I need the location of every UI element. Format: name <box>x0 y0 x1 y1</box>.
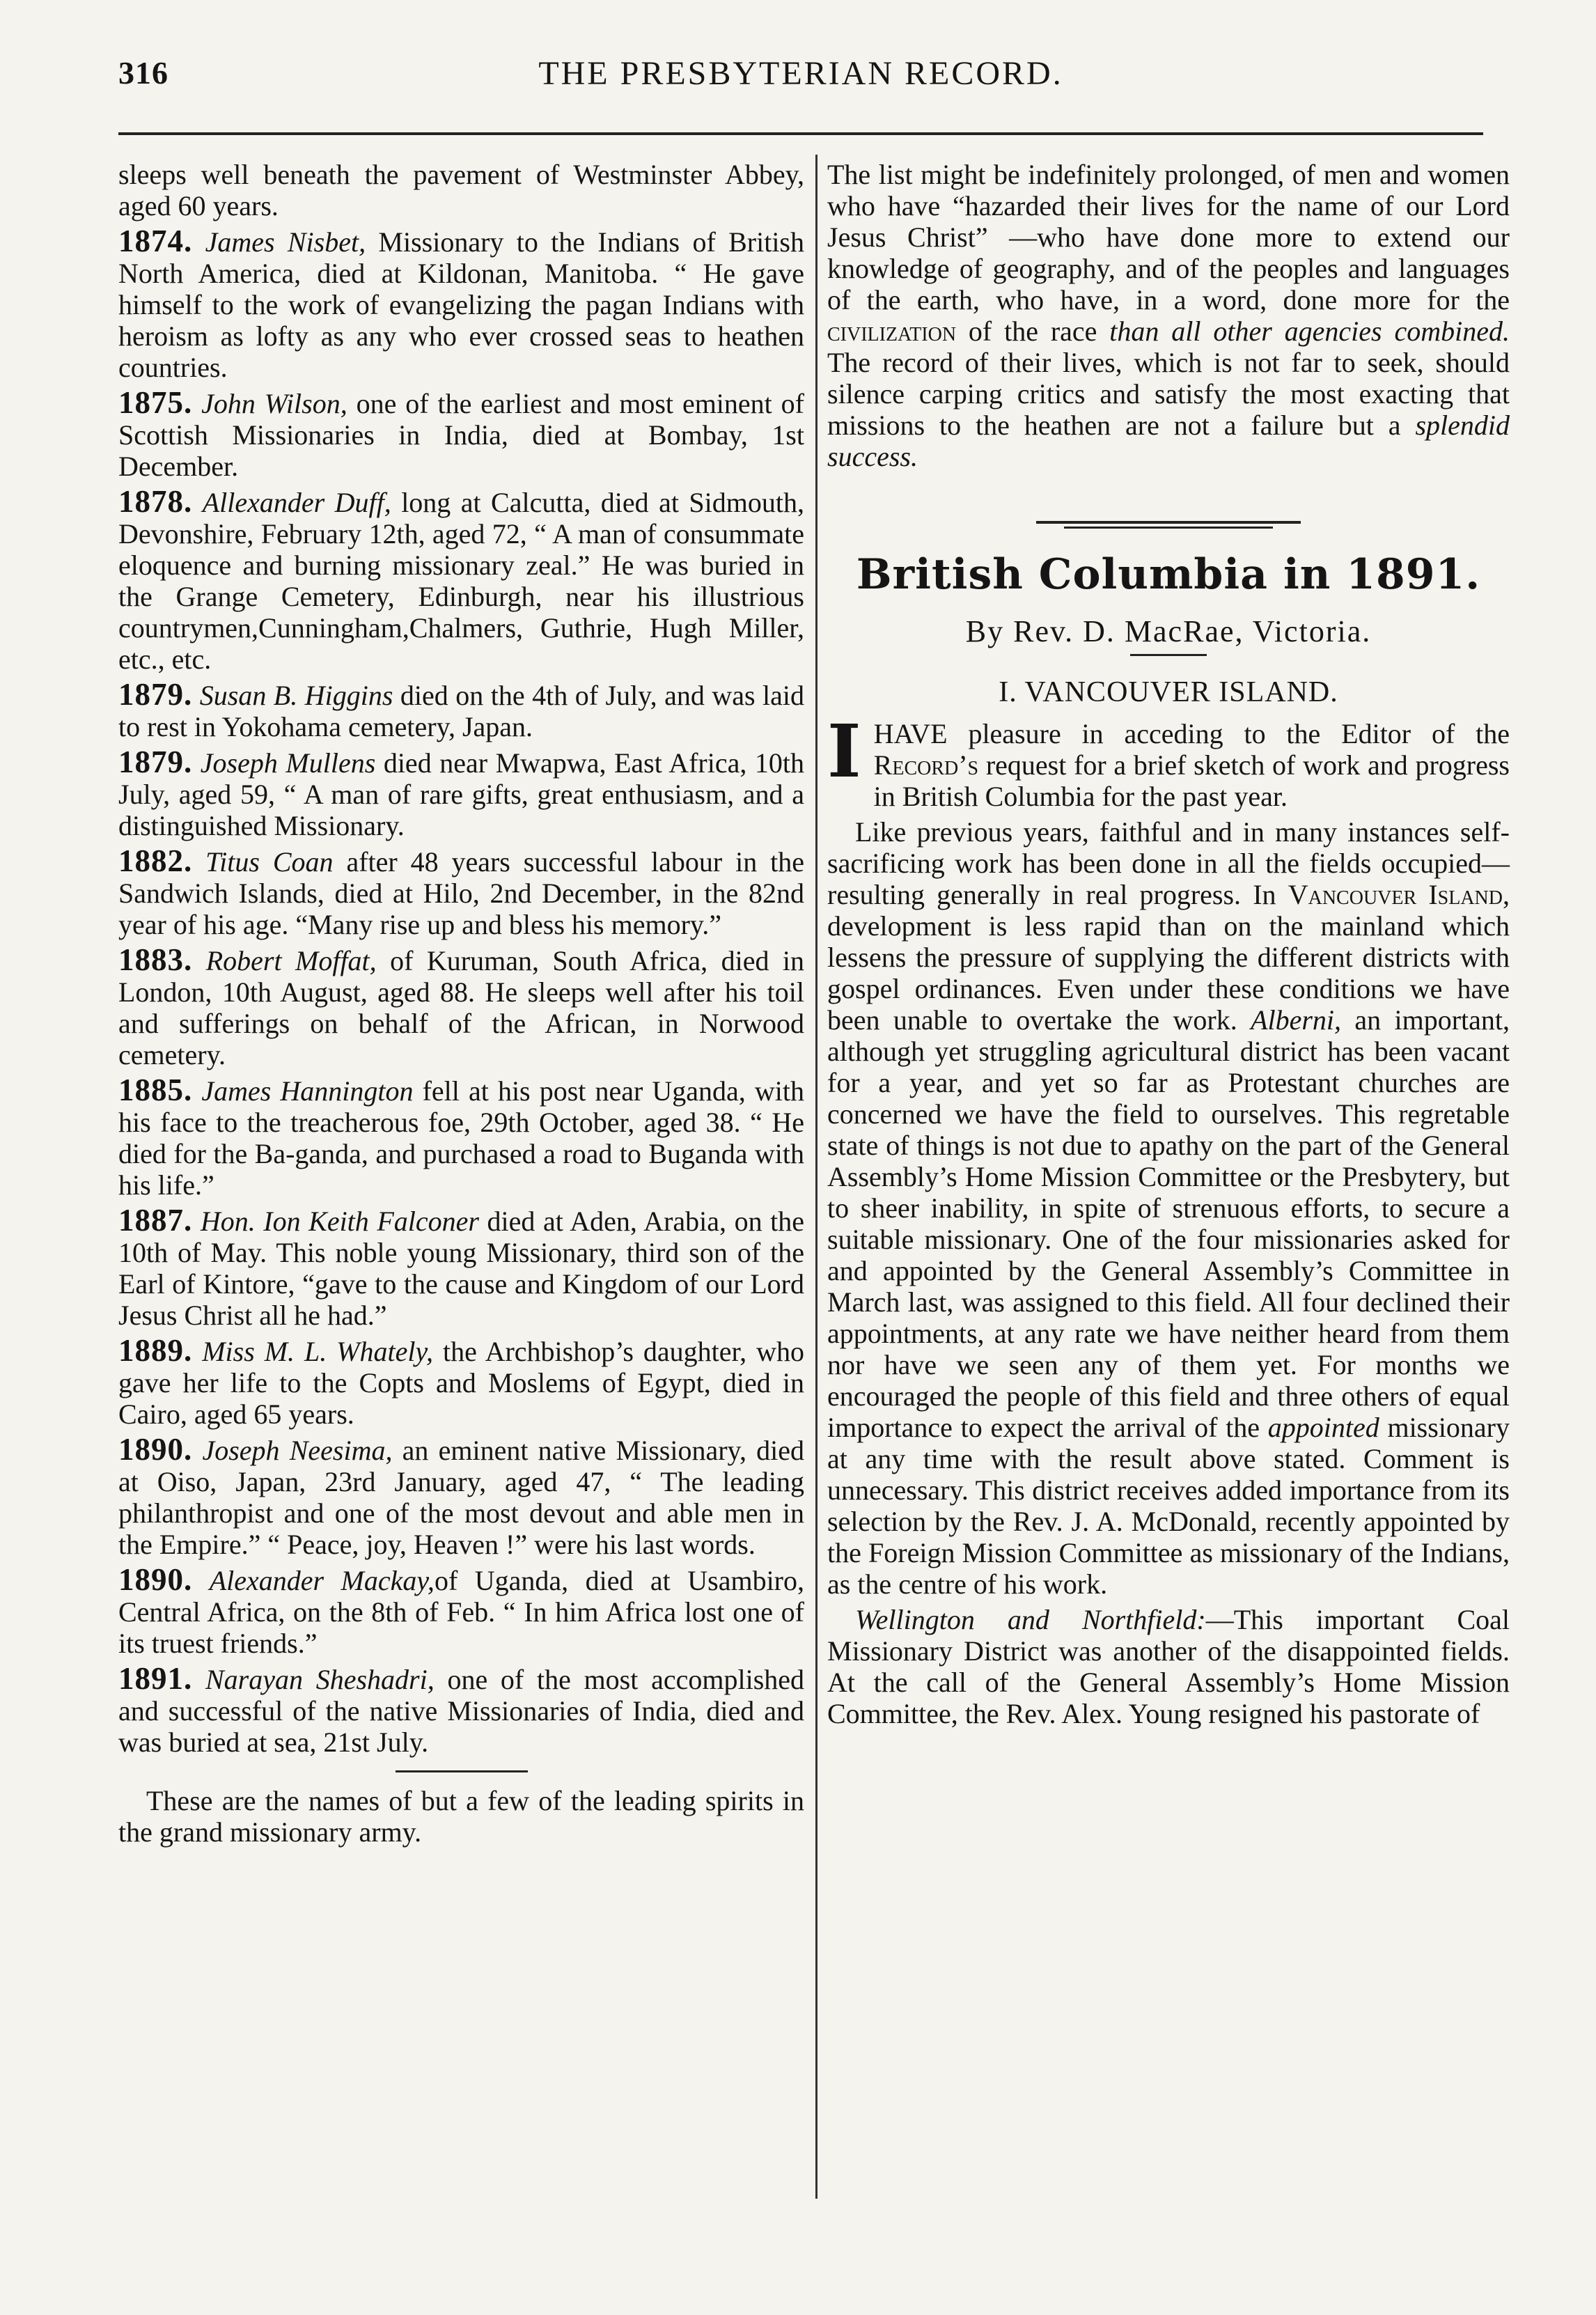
running-header <box>118 54 1483 110</box>
page-number: 316 <box>118 55 169 91</box>
italic-run: splendid success. <box>827 410 1510 472</box>
byline: By Rev. D. MacRae, Victoria. <box>965 614 1372 648</box>
italic-run: Alberni, <box>1251 1004 1342 1036</box>
entry-name: Joseph Neesima, <box>202 1435 393 1466</box>
small-caps-run: Vancouver Island, <box>1288 879 1510 910</box>
entry-year: 1883. <box>118 942 193 977</box>
text-run: The record of their lives, which is not far to seek, should silence carping critics and satisfy the most exacting that missions to the heathen are not a failure but a <box>827 347 1510 441</box>
entry <box>118 1335 804 1430</box>
entry-name: Hon. Ion Keith Falconer <box>200 1206 479 1237</box>
italic-run: appointed <box>1267 1412 1379 1443</box>
text-run: of the race <box>956 315 1110 347</box>
entry-year: 1891. <box>118 1661 193 1696</box>
entry-text: Missionary to the Indians of British North America, died at Kildonan, Manitoba. “ He gave himself to the work of evangelizing the pagan Indians with heroism as lofty as any who ever crossed seas to heathen countries. <box>118 226 804 383</box>
section-rule <box>396 1770 528 1772</box>
entry <box>118 1663 804 1758</box>
entry-year: 1879. <box>118 677 193 712</box>
entry-name: Narayan Sheshadri, <box>205 1664 435 1695</box>
entry-text: one of the earliest and most eminent of Scottish Missionaries in India, died at Bombay, 1st December. <box>118 388 805 482</box>
text-run: Like previous years, faithful and in many instances self-sacrificing work has been done in all the fields occupied—resulting generally in real progress. In <box>827 816 1510 910</box>
entry-name: Robert Moffat, <box>205 945 377 976</box>
entry-name: James Hannington <box>201 1075 414 1107</box>
text-run: development is less rapid than on the mainland which lessens the pressure of supplying the different districts with gospel ordinances. Even under these conditions we have been unable to overtake the work. <box>827 910 1510 1036</box>
entry-year: 1882. <box>118 843 193 878</box>
left-column <box>118 159 804 1852</box>
small-caps-run: civilization <box>827 315 957 347</box>
text-run: missionary at any time with the result above stated. Comment is unnecessary. This district receives added importance from its selection by the Rev. J. A. McDonald, recently appointed by the Foreign Mission Committee as missionary of the Indians, as the centre of his work. <box>827 1412 1510 1600</box>
right-column <box>827 159 1510 1733</box>
article-rule-lower <box>1064 527 1273 529</box>
entry <box>118 747 804 841</box>
entry-text: one of the most accomplished and successful of the native Missionaries of India, died and was buried at sea, 21st July. <box>118 1664 805 1758</box>
entry-year: 1890. <box>118 1562 193 1597</box>
entry-year: 1887. <box>118 1203 193 1238</box>
entry-year: 1874. <box>118 224 193 258</box>
entry-name: Miss M. L. Whately, <box>202 1336 434 1367</box>
small-caps-run: Record’s <box>873 749 979 781</box>
entry <box>118 387 804 482</box>
entry-year: 1890. <box>118 1432 193 1467</box>
entry <box>118 679 804 742</box>
journal-title: THE PRESBYTERIAN RECORD. <box>538 55 1063 92</box>
entry-year: 1885. <box>118 1073 193 1107</box>
entry-year: 1878. <box>118 484 193 519</box>
entry <box>118 1075 804 1201</box>
article-title: British Columbia in 1891. <box>856 550 1481 599</box>
entry-name: John Wilson, <box>201 388 347 419</box>
entry <box>118 226 804 383</box>
closing-paragraph: These are the names of but a few of the leading spirits in the grand missionary army. <box>118 1785 804 1848</box>
text-run: an important, although yet struggling agricultural district has been vacant for a year, and yet so far as Protestant churches are concerned we have the field to ourselves. This regretable state of things is not due to apathy on the part of the General Assembly’s Home Mission Committee or the Presbytery, but to sheer inability, in spite of strenuous efforts, to secure a suitable missionary. One of the four missionaries asked for and appointed by the General Assembly’s Committee in March last, was assigned to this field. All four declined their appointments, at any rate we have neither heard from them nor have we seen any of them yet. For months we encouraged the people of this field and three others of equal importance to expect the arrival of the <box>827 1004 1510 1443</box>
intro-paragraph <box>827 159 1510 472</box>
entry-year: 1879. <box>118 745 193 779</box>
entry <box>118 1205 804 1331</box>
opening-paragraph: sleeps well beneath the pavement of Westminster Abbey, aged 60 years. <box>118 159 804 221</box>
body-paragraph <box>827 816 1510 1600</box>
column-divider <box>815 155 817 2199</box>
entry-name: Alexander Mackay, <box>209 1565 435 1596</box>
entry-text: an eminent native Missionary, died at Oiso, Japan, 23rd January, aged 47, “ The leading philanthropist and one of the most devout and able men in the Empire.” “ Peace, joy, Heaven !” were his last words. <box>118 1435 804 1560</box>
text-run: —This important Coal Missionary District was another of the disappointed fields. At the call of the General Assembly’s Home Mission Committee, the Rev. Alex. Young resigned his pastorate of <box>827 1604 1510 1729</box>
entry-text: died near Mwapwa, East Africa, 10th July, aged 59, “ A man of rare gifts, great enthusiasm, and a distinguished Missionary. <box>118 747 804 841</box>
entry-name: James Nisbet, <box>205 226 366 258</box>
text-run: request for a brief sketch of work and progress in British Columbia for the past year. <box>873 749 1510 812</box>
article-rule <box>1036 521 1301 524</box>
entry <box>118 944 804 1070</box>
entry-year: 1889. <box>118 1333 193 1368</box>
subheading: I. VANCOUVER ISLAND. <box>999 676 1338 708</box>
entry-text: died at Aden, Arabia, on the 10th of May. This noble young Missionary, third son of the Earl of Kintore, “gave to the cause and Kingdom of our Lord Jesus Christ all he had.” <box>118 1206 804 1331</box>
entry-text: the Archbishop’s daughter, who gave her life to the Copts and Moslems of Egypt, died in Cairo, aged 65 years. <box>118 1336 804 1430</box>
entry-name: Allexander Duff, <box>202 487 391 518</box>
entry-name: Susan B. Higgins <box>199 680 393 711</box>
italic-run: than all other agencies combined. <box>1109 315 1510 347</box>
entry-name: Joseph Mullens <box>200 747 376 779</box>
italic-run: Wellington and Northfield: <box>855 1604 1206 1635</box>
entry-year: 1875. <box>118 385 193 420</box>
entry <box>118 486 804 675</box>
entry-name: Titus Coan <box>205 846 334 878</box>
body-paragraph <box>827 1604 1510 1729</box>
opening-paragraph <box>827 708 1510 812</box>
entry-text: fell at his post near Uganda, with his face to the treacherous foe, 29th October, aged 38. “ He died for the Ba-ganda, and purchased a road to Buganda with his life.” <box>118 1075 804 1201</box>
text-run: HAVE pleasure in acceding to the Editor of the <box>873 718 1510 749</box>
byline-rule <box>1130 654 1207 656</box>
header-rule <box>118 132 1483 135</box>
entry-text: of Kuruman, South Africa, died in London, 10th August, aged 88. He sleeps well after his toil and sufferings on behalf of the African, in Norwood cemetery. <box>118 945 804 1070</box>
text-run: The list might be indefinitely prolonged, of men and women who have “hazarded their lives for the name of our Lord Jesus Christ” —who have done more to extend our knowledge of geography, and of the peoples and languages of the earth, who have, in a word, done more for the <box>827 159 1510 315</box>
entry <box>118 1434 804 1560</box>
entry-text: after 48 years successful labour in the Sandwich Islands, died at Hilo, 2nd December, in the 82nd year of his age. “Many rise up and bless his memory.” <box>118 846 804 940</box>
entry <box>118 1564 804 1659</box>
entry <box>118 845 804 940</box>
entry-text: died on the 4th of July, and was laid to rest in Yokohama cemetery, Japan. <box>118 680 804 742</box>
entry-text: long at Calcutta, died at Sidmouth, Devonshire, February 12th, aged 72, “ A man of consummate eloquence and burning missionary zeal.” He was buried in the Grange Cemetery, Edinburgh, near his illustrious countrymen,Cunningham,Chalmers, Guthrie, Hugh Miller, etc., etc. <box>118 487 804 675</box>
entry-text: of Uganda, died at Usambiro, Central Africa, on the 8th of Feb. “ In him Africa lost one of its truest friends.” <box>118 1565 805 1659</box>
drop-cap: I <box>827 708 861 794</box>
